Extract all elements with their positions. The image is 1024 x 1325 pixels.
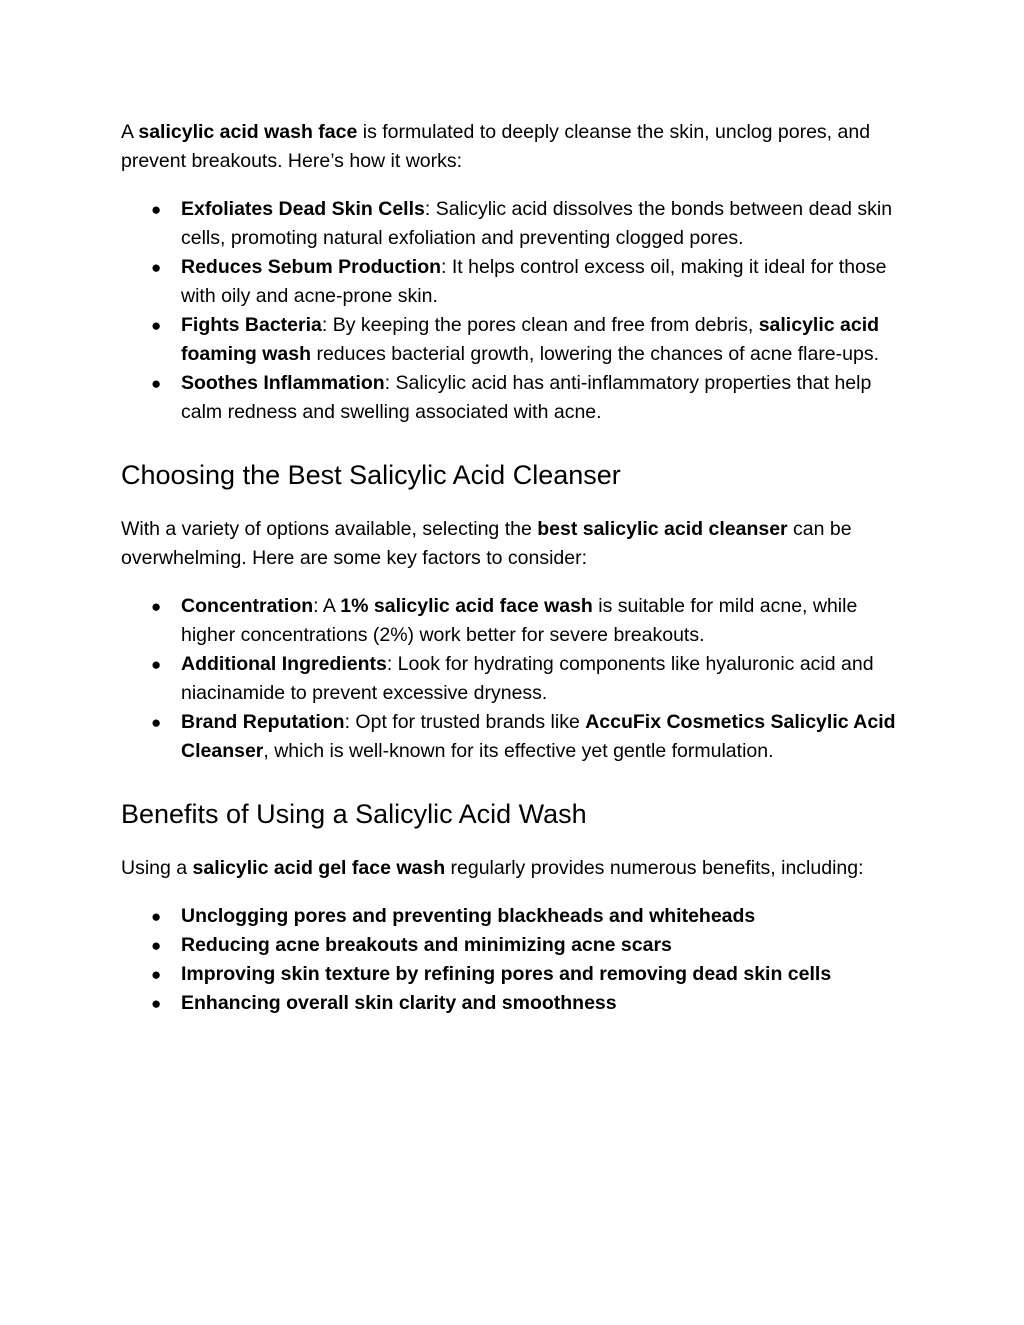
section1-intro-rest: can be overwhelming. Here are some key factors to consider:: [121, 518, 852, 569]
item-title: Reduces Sebum Production: [181, 256, 442, 278]
item-text: : It helps control excess oil, making it ideal for those with oily and acne-prone skin.: [181, 256, 887, 307]
item-text: : Salicylic acid dissolves the bonds between dead skin cells, promoting natural exfoliation and preventing clogged pores.: [181, 198, 893, 249]
section-heading-benefits: Benefits of Using a Salicylic Acid Wash: [121, 799, 587, 829]
item-text-rest: reduces bacterial growth, lowering the chances of acne flare-ups.: [311, 343, 880, 365]
item-keyword: salicylic acid foaming wash: [181, 314, 880, 365]
item-text-rest: , which is well-known for its effective yet gentle formulation.: [263, 740, 774, 762]
bullet-icon: ●: [151, 316, 162, 335]
bullet-icon: ●: [151, 907, 162, 926]
benefit-text: Enhancing overall skin clarity and smoothness: [181, 992, 617, 1014]
bullet-icon: ●: [151, 374, 162, 393]
item-keyword: AccuFix Cosmetics Salicylic Acid Cleanser: [181, 711, 896, 762]
item-text: : A: [313, 595, 341, 617]
section1-intro: [121, 515, 911, 573]
list-item: [121, 592, 911, 650]
section1-intro-keyword: best salicylic acid cleanser: [537, 518, 788, 540]
item-title: Brand Reputation: [181, 711, 345, 733]
bullet-icon: ●: [151, 258, 162, 277]
item-title: Fights Bacteria: [181, 314, 322, 336]
item-title: Additional Ingredients: [181, 653, 387, 675]
section2-intro-text: Using a: [121, 857, 193, 879]
item-title: Concentration: [181, 595, 314, 617]
factors-list: [121, 592, 911, 766]
bullet-icon: ●: [151, 965, 162, 984]
section2-intro-rest: regularly provides numerous benefits, including:: [445, 857, 864, 879]
benefit-text: Unclogging pores and preventing blackheads and whiteheads: [181, 905, 756, 927]
section2-intro: [121, 854, 911, 883]
item-text: : Salicylic acid has anti-inflammatory properties that help calm redness and swelling associated with acne.: [181, 372, 872, 423]
list-item: [121, 650, 911, 708]
bullet-icon: ●: [151, 200, 162, 219]
item-text-rest: is suitable for mild acne, while higher concentrations (2%) work better for severe breakouts.: [181, 595, 858, 646]
intro-paragraph: [121, 118, 911, 176]
document-body: [121, 118, 911, 1018]
item-title: Exfoliates Dead Skin Cells: [181, 198, 425, 220]
bullet-icon: ●: [151, 713, 162, 732]
list-item: [121, 708, 911, 766]
intro-text: A: [121, 121, 139, 143]
list-item: [121, 311, 911, 369]
bullet-icon: ●: [151, 655, 162, 674]
how-it-works-list: [121, 195, 911, 427]
item-text: : Look for hydrating components like hyaluronic acid and niacinamide to prevent excessive dryness.: [181, 653, 874, 704]
list-item: [121, 931, 911, 960]
item-text: : By keeping the pores clean and free from debris,: [321, 314, 759, 336]
list-item: [121, 902, 911, 931]
benefits-list: [121, 902, 911, 1018]
list-item: [121, 369, 911, 427]
section-heading-choosing: Choosing the Best Salicylic Acid Cleanser: [121, 460, 621, 490]
intro-keyword: salicylic acid wash face: [138, 121, 358, 143]
intro-text-rest: is formulated to deeply cleanse the skin, unclog pores, and prevent breakouts. Here’s how it works:: [121, 121, 871, 172]
item-title: Soothes Inflammation: [181, 372, 385, 394]
list-item: [121, 253, 911, 311]
item-text: : Opt for trusted brands like: [344, 711, 586, 733]
list-item: [121, 989, 911, 1018]
benefit-text: Reducing acne breakouts and minimizing acne scars: [181, 934, 672, 956]
item-keyword: 1% salicylic acid face wash: [340, 595, 593, 617]
bullet-icon: ●: [151, 597, 162, 616]
bullet-icon: ●: [151, 936, 162, 955]
section2-intro-keyword: salicylic acid gel face wash: [192, 857, 446, 879]
list-item: [121, 195, 911, 253]
benefit-text: Improving skin texture by refining pores and removing dead skin cells: [181, 963, 832, 985]
list-item: [121, 960, 911, 989]
section1-intro-text: With a variety of options available, selecting the: [121, 518, 538, 540]
bullet-icon: ●: [151, 994, 162, 1013]
